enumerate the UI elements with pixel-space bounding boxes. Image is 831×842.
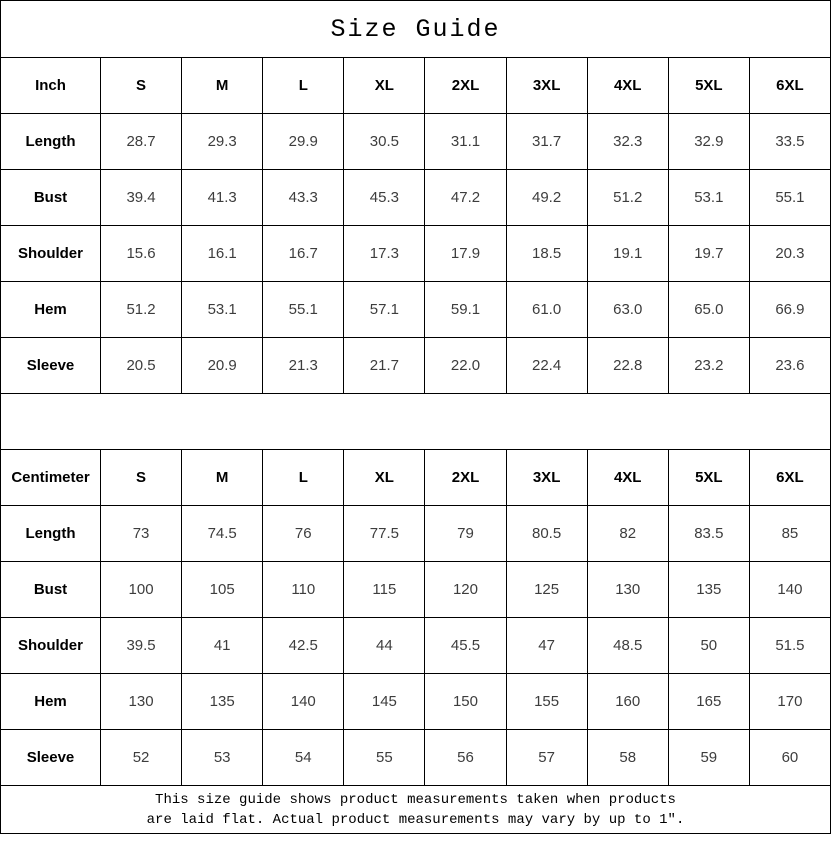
value-cell: 28.7 — [101, 114, 182, 170]
value-cell: 32.3 — [587, 114, 668, 170]
footer-section — [1, 786, 831, 834]
value-cell: 29.3 — [182, 114, 263, 170]
value-cell: 32.9 — [668, 114, 749, 170]
row-label-cell: Sleeve — [1, 730, 101, 786]
size-header-cell: M — [182, 58, 263, 114]
size-header-cell: 6XL — [749, 450, 830, 506]
value-cell: 110 — [263, 562, 344, 618]
size-header-row — [1, 58, 831, 114]
footer-note — [1, 786, 831, 834]
footer-line-1: This size guide shows product measurements taken when products — [155, 791, 676, 808]
size-header-cell: M — [182, 450, 263, 506]
value-cell: 33.5 — [749, 114, 830, 170]
value-cell: 51.2 — [587, 170, 668, 226]
value-cell: 57 — [506, 730, 587, 786]
size-header-cell: 4XL — [587, 58, 668, 114]
value-cell: 16.7 — [263, 226, 344, 282]
measurement-row — [1, 170, 831, 226]
value-cell: 29.9 — [263, 114, 344, 170]
size-header-row — [1, 450, 831, 506]
value-cell: 80.5 — [506, 506, 587, 562]
value-cell: 59 — [668, 730, 749, 786]
value-cell: 56 — [425, 730, 506, 786]
value-cell: 61.0 — [506, 282, 587, 338]
row-label-cell: Sleeve — [1, 338, 101, 394]
value-cell: 59.1 — [425, 282, 506, 338]
value-cell: 18.5 — [506, 226, 587, 282]
unit-header-cell: Inch — [1, 58, 101, 114]
value-cell: 21.3 — [263, 338, 344, 394]
value-cell: 145 — [344, 674, 425, 730]
value-cell: 42.5 — [263, 618, 344, 674]
value-cell: 53.1 — [182, 282, 263, 338]
measurement-row — [1, 114, 831, 170]
title-row — [1, 1, 831, 58]
value-cell: 15.6 — [101, 226, 182, 282]
value-cell: 17.9 — [425, 226, 506, 282]
unit-header-cell: Centimeter — [1, 450, 101, 506]
size-header-cell: L — [263, 450, 344, 506]
value-cell: 57.1 — [344, 282, 425, 338]
value-cell: 19.7 — [668, 226, 749, 282]
value-cell: 22.8 — [587, 338, 668, 394]
row-label-cell: Bust — [1, 170, 101, 226]
value-cell: 23.2 — [668, 338, 749, 394]
value-cell: 43.3 — [263, 170, 344, 226]
value-cell: 79 — [425, 506, 506, 562]
value-cell: 22.4 — [506, 338, 587, 394]
centimeter-section — [1, 450, 831, 786]
size-header-cell: 5XL — [668, 58, 749, 114]
size-header-cell: S — [101, 58, 182, 114]
measurement-row — [1, 674, 831, 730]
row-label-cell: Shoulder — [1, 226, 101, 282]
value-cell: 47 — [506, 618, 587, 674]
value-cell: 55.1 — [263, 282, 344, 338]
value-cell: 21.7 — [344, 338, 425, 394]
value-cell: 165 — [668, 674, 749, 730]
value-cell: 51.5 — [749, 618, 830, 674]
row-label-cell: Shoulder — [1, 618, 101, 674]
measurement-row — [1, 618, 831, 674]
value-cell: 65.0 — [668, 282, 749, 338]
value-cell: 20.9 — [182, 338, 263, 394]
size-header-cell: 2XL — [425, 450, 506, 506]
value-cell: 31.7 — [506, 114, 587, 170]
value-cell: 58 — [587, 730, 668, 786]
value-cell: 150 — [425, 674, 506, 730]
value-cell: 76 — [263, 506, 344, 562]
size-header-cell: 4XL — [587, 450, 668, 506]
value-cell: 120 — [425, 562, 506, 618]
value-cell: 30.5 — [344, 114, 425, 170]
value-cell: 41.3 — [182, 170, 263, 226]
value-cell: 45.3 — [344, 170, 425, 226]
value-cell: 85 — [749, 506, 830, 562]
title-section — [1, 1, 831, 58]
value-cell: 66.9 — [749, 282, 830, 338]
footer-line-2: are laid flat. Actual product measurements may vary by up to 1″. — [146, 811, 685, 828]
row-label-cell: Length — [1, 506, 101, 562]
value-cell: 22.0 — [425, 338, 506, 394]
value-cell: 47.2 — [425, 170, 506, 226]
value-cell: 77.5 — [344, 506, 425, 562]
size-header-cell: L — [263, 58, 344, 114]
value-cell: 52 — [101, 730, 182, 786]
value-cell: 140 — [263, 674, 344, 730]
row-label-cell: Hem — [1, 674, 101, 730]
value-cell: 170 — [749, 674, 830, 730]
value-cell: 125 — [506, 562, 587, 618]
value-cell: 135 — [668, 562, 749, 618]
value-cell: 82 — [587, 506, 668, 562]
spacer-row — [1, 394, 831, 450]
value-cell: 105 — [182, 562, 263, 618]
value-cell: 51.2 — [101, 282, 182, 338]
value-cell: 53 — [182, 730, 263, 786]
measurement-row — [1, 338, 831, 394]
value-cell: 155 — [506, 674, 587, 730]
value-cell: 73 — [101, 506, 182, 562]
value-cell: 16.1 — [182, 226, 263, 282]
value-cell: 63.0 — [587, 282, 668, 338]
size-header-cell: XL — [344, 450, 425, 506]
size-header-cell: 3XL — [506, 450, 587, 506]
row-label-cell: Length — [1, 114, 101, 170]
value-cell: 20.5 — [101, 338, 182, 394]
value-cell: 130 — [587, 562, 668, 618]
value-cell: 55 — [344, 730, 425, 786]
size-header-cell: XL — [344, 58, 425, 114]
value-cell: 74.5 — [182, 506, 263, 562]
value-cell: 135 — [182, 674, 263, 730]
value-cell: 60 — [749, 730, 830, 786]
value-cell: 48.5 — [587, 618, 668, 674]
value-cell: 140 — [749, 562, 830, 618]
value-cell: 115 — [344, 562, 425, 618]
inch-section — [1, 58, 831, 394]
page-title: Size Guide — [1, 1, 831, 58]
value-cell: 50 — [668, 618, 749, 674]
measurement-row — [1, 506, 831, 562]
size-header-cell: S — [101, 450, 182, 506]
spacer-section — [1, 394, 831, 450]
value-cell: 53.1 — [668, 170, 749, 226]
value-cell: 19.1 — [587, 226, 668, 282]
measurement-row — [1, 730, 831, 786]
row-label-cell: Hem — [1, 282, 101, 338]
measurement-row — [1, 226, 831, 282]
row-label-cell: Bust — [1, 562, 101, 618]
value-cell: 44 — [344, 618, 425, 674]
measurement-row — [1, 282, 831, 338]
size-header-cell: 5XL — [668, 450, 749, 506]
spacer-cell — [1, 394, 831, 450]
size-header-cell: 3XL — [506, 58, 587, 114]
value-cell: 54 — [263, 730, 344, 786]
value-cell: 41 — [182, 618, 263, 674]
size-header-cell: 6XL — [749, 58, 830, 114]
value-cell: 100 — [101, 562, 182, 618]
value-cell: 31.1 — [425, 114, 506, 170]
value-cell: 45.5 — [425, 618, 506, 674]
measurement-row — [1, 562, 831, 618]
value-cell: 83.5 — [668, 506, 749, 562]
value-cell: 130 — [101, 674, 182, 730]
value-cell: 39.5 — [101, 618, 182, 674]
value-cell: 55.1 — [749, 170, 830, 226]
value-cell: 39.4 — [101, 170, 182, 226]
value-cell: 17.3 — [344, 226, 425, 282]
value-cell: 23.6 — [749, 338, 830, 394]
footer-row — [1, 786, 831, 834]
size-header-cell: 2XL — [425, 58, 506, 114]
value-cell: 49.2 — [506, 170, 587, 226]
value-cell: 160 — [587, 674, 668, 730]
value-cell: 20.3 — [749, 226, 830, 282]
